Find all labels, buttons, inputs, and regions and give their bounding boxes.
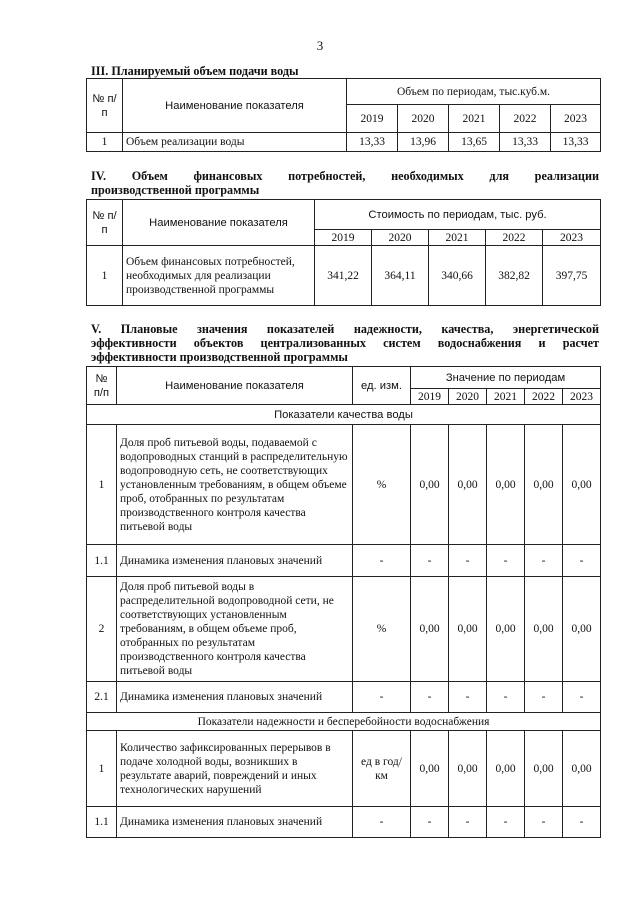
cell-value: 0,00 — [563, 425, 601, 545]
year-header: 2020 — [398, 105, 449, 133]
cell-value: 0,00 — [563, 577, 601, 682]
row-unit: % — [353, 577, 411, 682]
row-unit: - — [353, 682, 411, 713]
row-number: 1 — [87, 133, 123, 152]
year-header: 2022 — [525, 389, 563, 405]
cell-value: 0,00 — [411, 577, 449, 682]
cell-value: 0,00 — [449, 577, 487, 682]
row-unit: - — [353, 807, 411, 838]
cell-value: 0,00 — [525, 577, 563, 682]
row-number: 1 — [87, 425, 117, 545]
col-number-header: № п/п — [87, 79, 123, 133]
cell-value: 13,33 — [500, 133, 551, 152]
row-number: 1.1 — [87, 545, 117, 577]
cell-value: - — [411, 682, 449, 713]
table-row — [87, 425, 601, 545]
row-name: Доля проб питьевой воды, подаваемой с водопроводных станций в распределительную водопроводную сеть, не соответствующих установленным требованиям, в общем объеме проб, отобранных по результатам производственного контроля качества питьевой воды — [117, 425, 353, 545]
row-name: Динамика изменения плановых значений — [117, 545, 353, 577]
row-name: Динамика изменения плановых значений — [117, 807, 353, 838]
cell-value: 13,65 — [449, 133, 500, 152]
cell-value: - — [563, 545, 601, 577]
col-name-header: Наименование показателя — [123, 200, 315, 246]
row-unit: ед в год/ км — [353, 731, 411, 807]
section5-title-line: V. Плановые значения показателей надежности, качества, энергетической — [91, 322, 599, 336]
year-header: 2023 — [551, 105, 601, 133]
cell-value: 397,75 — [543, 246, 601, 306]
cell-value: - — [563, 682, 601, 713]
table-row — [87, 731, 601, 807]
row-name: Доля проб питьевой воды в распределительной водопроводной сети, не соответствующих установленным требованиям, в общем объеме проб, отобранных по результатам производственного контроля качества питьевой воды — [117, 577, 353, 682]
water-supply-table — [86, 78, 601, 152]
cell-value: 13,96 — [398, 133, 449, 152]
cell-value: - — [449, 682, 487, 713]
row-number: 1.1 — [87, 807, 117, 838]
cell-value: 382,82 — [486, 246, 543, 306]
cell-value: 0,00 — [487, 731, 525, 807]
table-row — [87, 246, 601, 306]
table-row — [87, 545, 601, 577]
section3-title: III. Планируемый объем подачи воды — [91, 64, 299, 78]
cell-value: 340,66 — [429, 246, 486, 306]
cell-value: - — [449, 807, 487, 838]
table-row — [87, 133, 601, 152]
year-header: 2020 — [372, 230, 429, 246]
year-header: 2021 — [487, 389, 525, 405]
financial-needs-table — [86, 199, 601, 306]
year-header: 2023 — [543, 230, 601, 246]
section5-title — [91, 322, 599, 364]
section5-title-line: эффективности производственной программы — [91, 350, 348, 364]
page-number: 3 — [316, 38, 324, 53]
col-period-header: Объем по периодам, тыс.куб.м. — [347, 79, 601, 105]
year-header: 2019 — [347, 105, 398, 133]
cell-value: - — [487, 682, 525, 713]
row-unit: - — [353, 545, 411, 577]
col-number-header: № п/п — [87, 200, 123, 246]
col-period-header: Стоимость по периодам, тыс. руб. — [315, 200, 601, 230]
cell-value: 364,11 — [372, 246, 429, 306]
cell-value: - — [487, 807, 525, 838]
col-period-header: Значение по периодам — [411, 367, 601, 389]
indicators-table — [86, 366, 601, 838]
col-name-header: Наименование показателя — [117, 367, 353, 405]
cell-value: 13,33 — [347, 133, 398, 152]
table-row — [87, 807, 601, 838]
row-number: 1 — [87, 731, 117, 807]
group-header-quality: Показатели качества воды — [87, 405, 601, 425]
row-number: 2.1 — [87, 682, 117, 713]
cell-value: 13,33 — [551, 133, 601, 152]
year-header: 2020 — [449, 389, 487, 405]
year-header: 2019 — [315, 230, 372, 246]
row-name: Динамика изменения плановых значений — [117, 682, 353, 713]
year-header: 2019 — [411, 389, 449, 405]
cell-value: 0,00 — [525, 425, 563, 545]
cell-value: - — [411, 807, 449, 838]
section4-title-line: IV. Объем финансовых потребностей, необходимых для реализации — [91, 169, 599, 183]
cell-value: - — [487, 545, 525, 577]
row-number: 2 — [87, 577, 117, 682]
row-unit: % — [353, 425, 411, 545]
cell-value: 0,00 — [411, 425, 449, 545]
section5-title-line: эффективности объектов централизованных систем водоснабжения и расчет — [91, 336, 599, 350]
col-number-header: № п/п — [87, 367, 117, 405]
cell-value: - — [563, 807, 601, 838]
row-name: Объем реализации воды — [123, 133, 347, 152]
cell-value: 0,00 — [563, 731, 601, 807]
row-name: Объем финансовых потребностей, необходимых для реализации производственной программы — [123, 246, 315, 306]
cell-value: 0,00 — [487, 425, 525, 545]
cell-value: - — [411, 545, 449, 577]
col-name-header: Наименование показателя — [123, 79, 347, 133]
cell-value: 0,00 — [487, 577, 525, 682]
cell-value: - — [525, 682, 563, 713]
year-header: 2022 — [486, 230, 543, 246]
year-header: 2021 — [449, 105, 500, 133]
col-unit-header: ед. изм. — [353, 367, 411, 405]
table-row — [87, 682, 601, 713]
cell-value: - — [525, 807, 563, 838]
cell-value: - — [525, 545, 563, 577]
cell-value: 0,00 — [449, 425, 487, 545]
row-number: 1 — [87, 246, 123, 306]
year-header: 2023 — [563, 389, 601, 405]
table-row — [87, 577, 601, 682]
row-name: Количество зафиксированных перерывов в подаче холодной воды, возникших в результате аварий, повреждений и иных технологических нарушений — [117, 731, 353, 807]
section4-title-line: производственной программы — [91, 183, 260, 197]
year-header: 2022 — [500, 105, 551, 133]
section4-title — [91, 169, 599, 197]
cell-value: 0,00 — [525, 731, 563, 807]
group-header-reliability: Показатели надежности и бесперебойности водоснабжения — [87, 713, 601, 731]
year-header: 2021 — [429, 230, 486, 246]
cell-value: - — [449, 545, 487, 577]
cell-value: 0,00 — [411, 731, 449, 807]
cell-value: 341,22 — [315, 246, 372, 306]
cell-value: 0,00 — [449, 731, 487, 807]
